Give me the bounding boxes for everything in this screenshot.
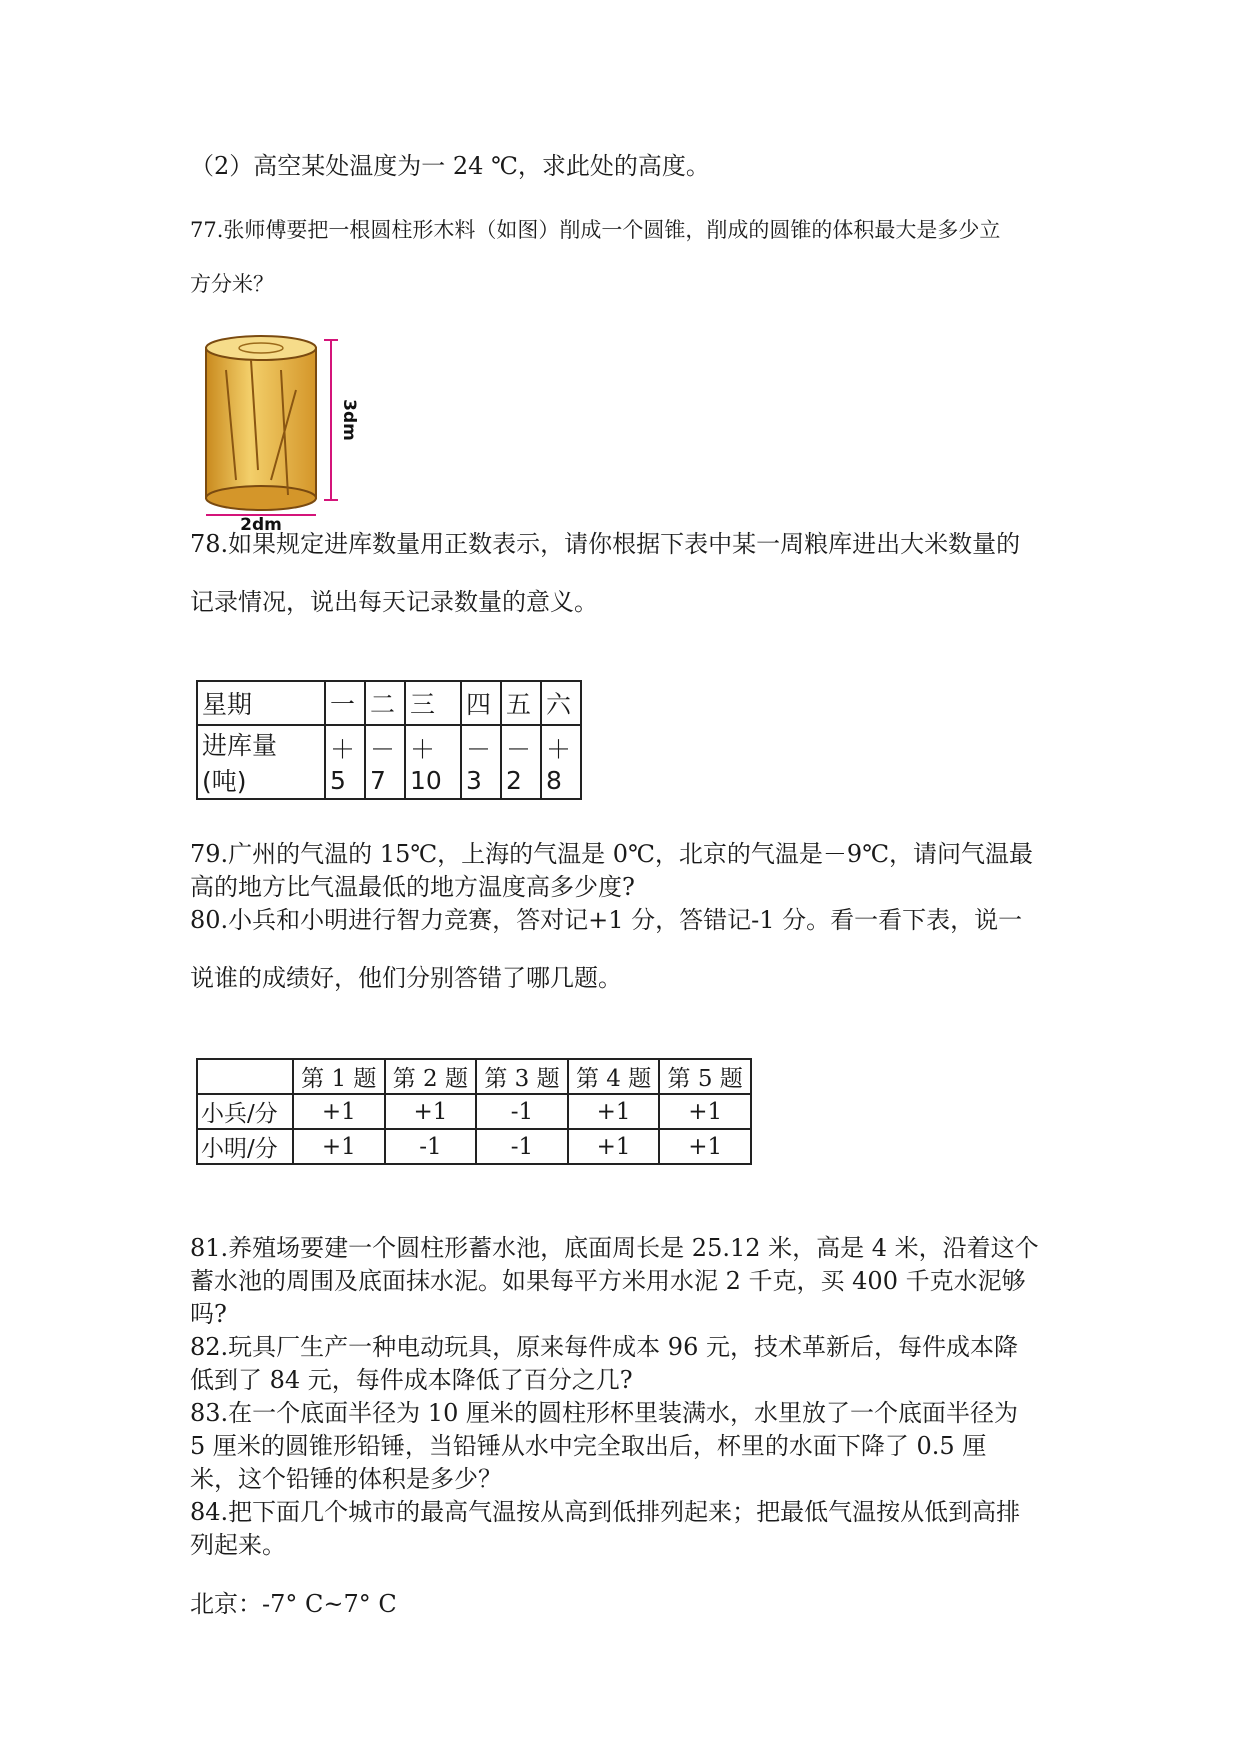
- table-cell: －2: [501, 725, 541, 799]
- table-cell: 第 5 题: [659, 1059, 751, 1094]
- table-cell: ＋5: [325, 725, 365, 799]
- log-figure: [196, 330, 366, 530]
- wood-log-illustration: [196, 330, 366, 530]
- line-q80-a: 80.小兵和小明进行智力竞赛，答对记+1 分，答错记-1 分。看一看下表，说一: [190, 906, 1023, 934]
- line-q77-b: 方分米？: [190, 272, 274, 296]
- table-cell: －7: [365, 725, 405, 799]
- table-cell: －3: [461, 725, 501, 799]
- table-cell: 小兵/分: [197, 1094, 293, 1129]
- table-cell: ＋8: [541, 725, 581, 799]
- line-q83-c: 米，这个铅锤的体积是多少？: [190, 1465, 502, 1493]
- table-cell: 第 1 题: [293, 1059, 385, 1094]
- table-row: [197, 1059, 751, 1094]
- quiz-score-table: [196, 1058, 752, 1165]
- line-q77-a: 77.张师傅要把一根圆柱形木料（如图）削成一个圆锥，削成的圆锥的体积最大是多少立: [190, 218, 1001, 242]
- table-row: [197, 1129, 751, 1164]
- height-label: 3dm: [339, 399, 359, 441]
- line-beijing-temp: 北京：-7° C~7° C: [190, 1590, 397, 1618]
- table-cell: 四: [461, 681, 501, 725]
- line-q78-b: 记录情况，说出每天记录数量的意义。: [190, 588, 598, 616]
- line-q83-b: 5 厘米的圆锥形铅锤，当铅锤从水中完全取出后，杯里的水面下降了 0.5 厘: [190, 1432, 987, 1460]
- line-q78-a: 78.如果规定进库数量用正数表示，请你根据下表中某一周粮库进出大米数量的: [190, 530, 1021, 558]
- table-cell: -1: [476, 1094, 568, 1129]
- table-cell: +1: [385, 1094, 477, 1129]
- table-cell: 小明/分: [197, 1129, 293, 1164]
- table-cell: 第 4 题: [568, 1059, 660, 1094]
- table-cell: 二: [365, 681, 405, 725]
- line-q84-a: 84.把下面几个城市的最高气温按从高到低排列起来；把最低气温按从低到高排: [190, 1498, 1021, 1526]
- table-cell: +1: [293, 1129, 385, 1164]
- line-q81-b: 蓄水池的周围及底面抹水泥。如果每平方米用水泥 2 千克，买 400 千克水泥够: [190, 1267, 1026, 1295]
- line-q79-b: 高的地方比气温最低的地方温度高多少度?: [190, 873, 635, 901]
- table-cell: +1: [568, 1094, 660, 1129]
- table-cell: 六: [541, 681, 581, 725]
- table-cell: +1: [659, 1129, 751, 1164]
- table-cell: 五: [501, 681, 541, 725]
- table-cell: +1: [293, 1094, 385, 1129]
- table-cell: 三: [405, 681, 461, 725]
- table-cell: 一: [325, 681, 365, 725]
- line-q82-a: 82.玩具厂生产一种电动玩具，原来每件成本 96 元，技术革新后，每件成本降: [190, 1333, 1018, 1361]
- width-label: 2dm: [240, 515, 282, 530]
- table-cell: +1: [568, 1129, 660, 1164]
- table-row: [197, 681, 581, 725]
- table-row: [197, 725, 581, 799]
- line-q82-b: 低到了 84 元，每件成本降低了百分之几?: [190, 1366, 633, 1394]
- warehouse-table: [196, 680, 582, 800]
- table-cell: 第 3 题: [476, 1059, 568, 1094]
- table-cell: -1: [476, 1129, 568, 1164]
- table-cell: [197, 1059, 293, 1094]
- line-q80-b: 说谁的成绩好，他们分别答错了哪几题。: [190, 964, 622, 992]
- table-cell: 进库量(吨): [197, 725, 325, 799]
- line-q81-a: 81.养殖场要建一个圆柱形蓄水池，底面周长是 25.12 米，高是 4 米，沿着这个: [190, 1234, 1039, 1262]
- table-cell: 第 2 题: [385, 1059, 477, 1094]
- table-cell: 星期: [197, 681, 325, 725]
- line-q79-a: 79.广州的气温的 15℃，上海的气温是 0℃，北京的气温是－9℃，请问气温最: [190, 840, 1034, 868]
- table-row: [197, 1094, 751, 1129]
- table-cell: +1: [659, 1094, 751, 1129]
- line-q76-2: （2）高空某处温度为一 24 ℃，求此处的高度。: [190, 152, 710, 180]
- line-q84-b: 列起来。: [190, 1531, 286, 1559]
- table-cell: -1: [385, 1129, 477, 1164]
- line-q81-c: 吗?: [190, 1300, 227, 1328]
- table-cell: ＋10: [405, 725, 461, 799]
- line-q83-a: 83.在一个底面半径为 10 厘米的圆柱形杯里装满水，水里放了一个底面半径为: [190, 1399, 1018, 1427]
